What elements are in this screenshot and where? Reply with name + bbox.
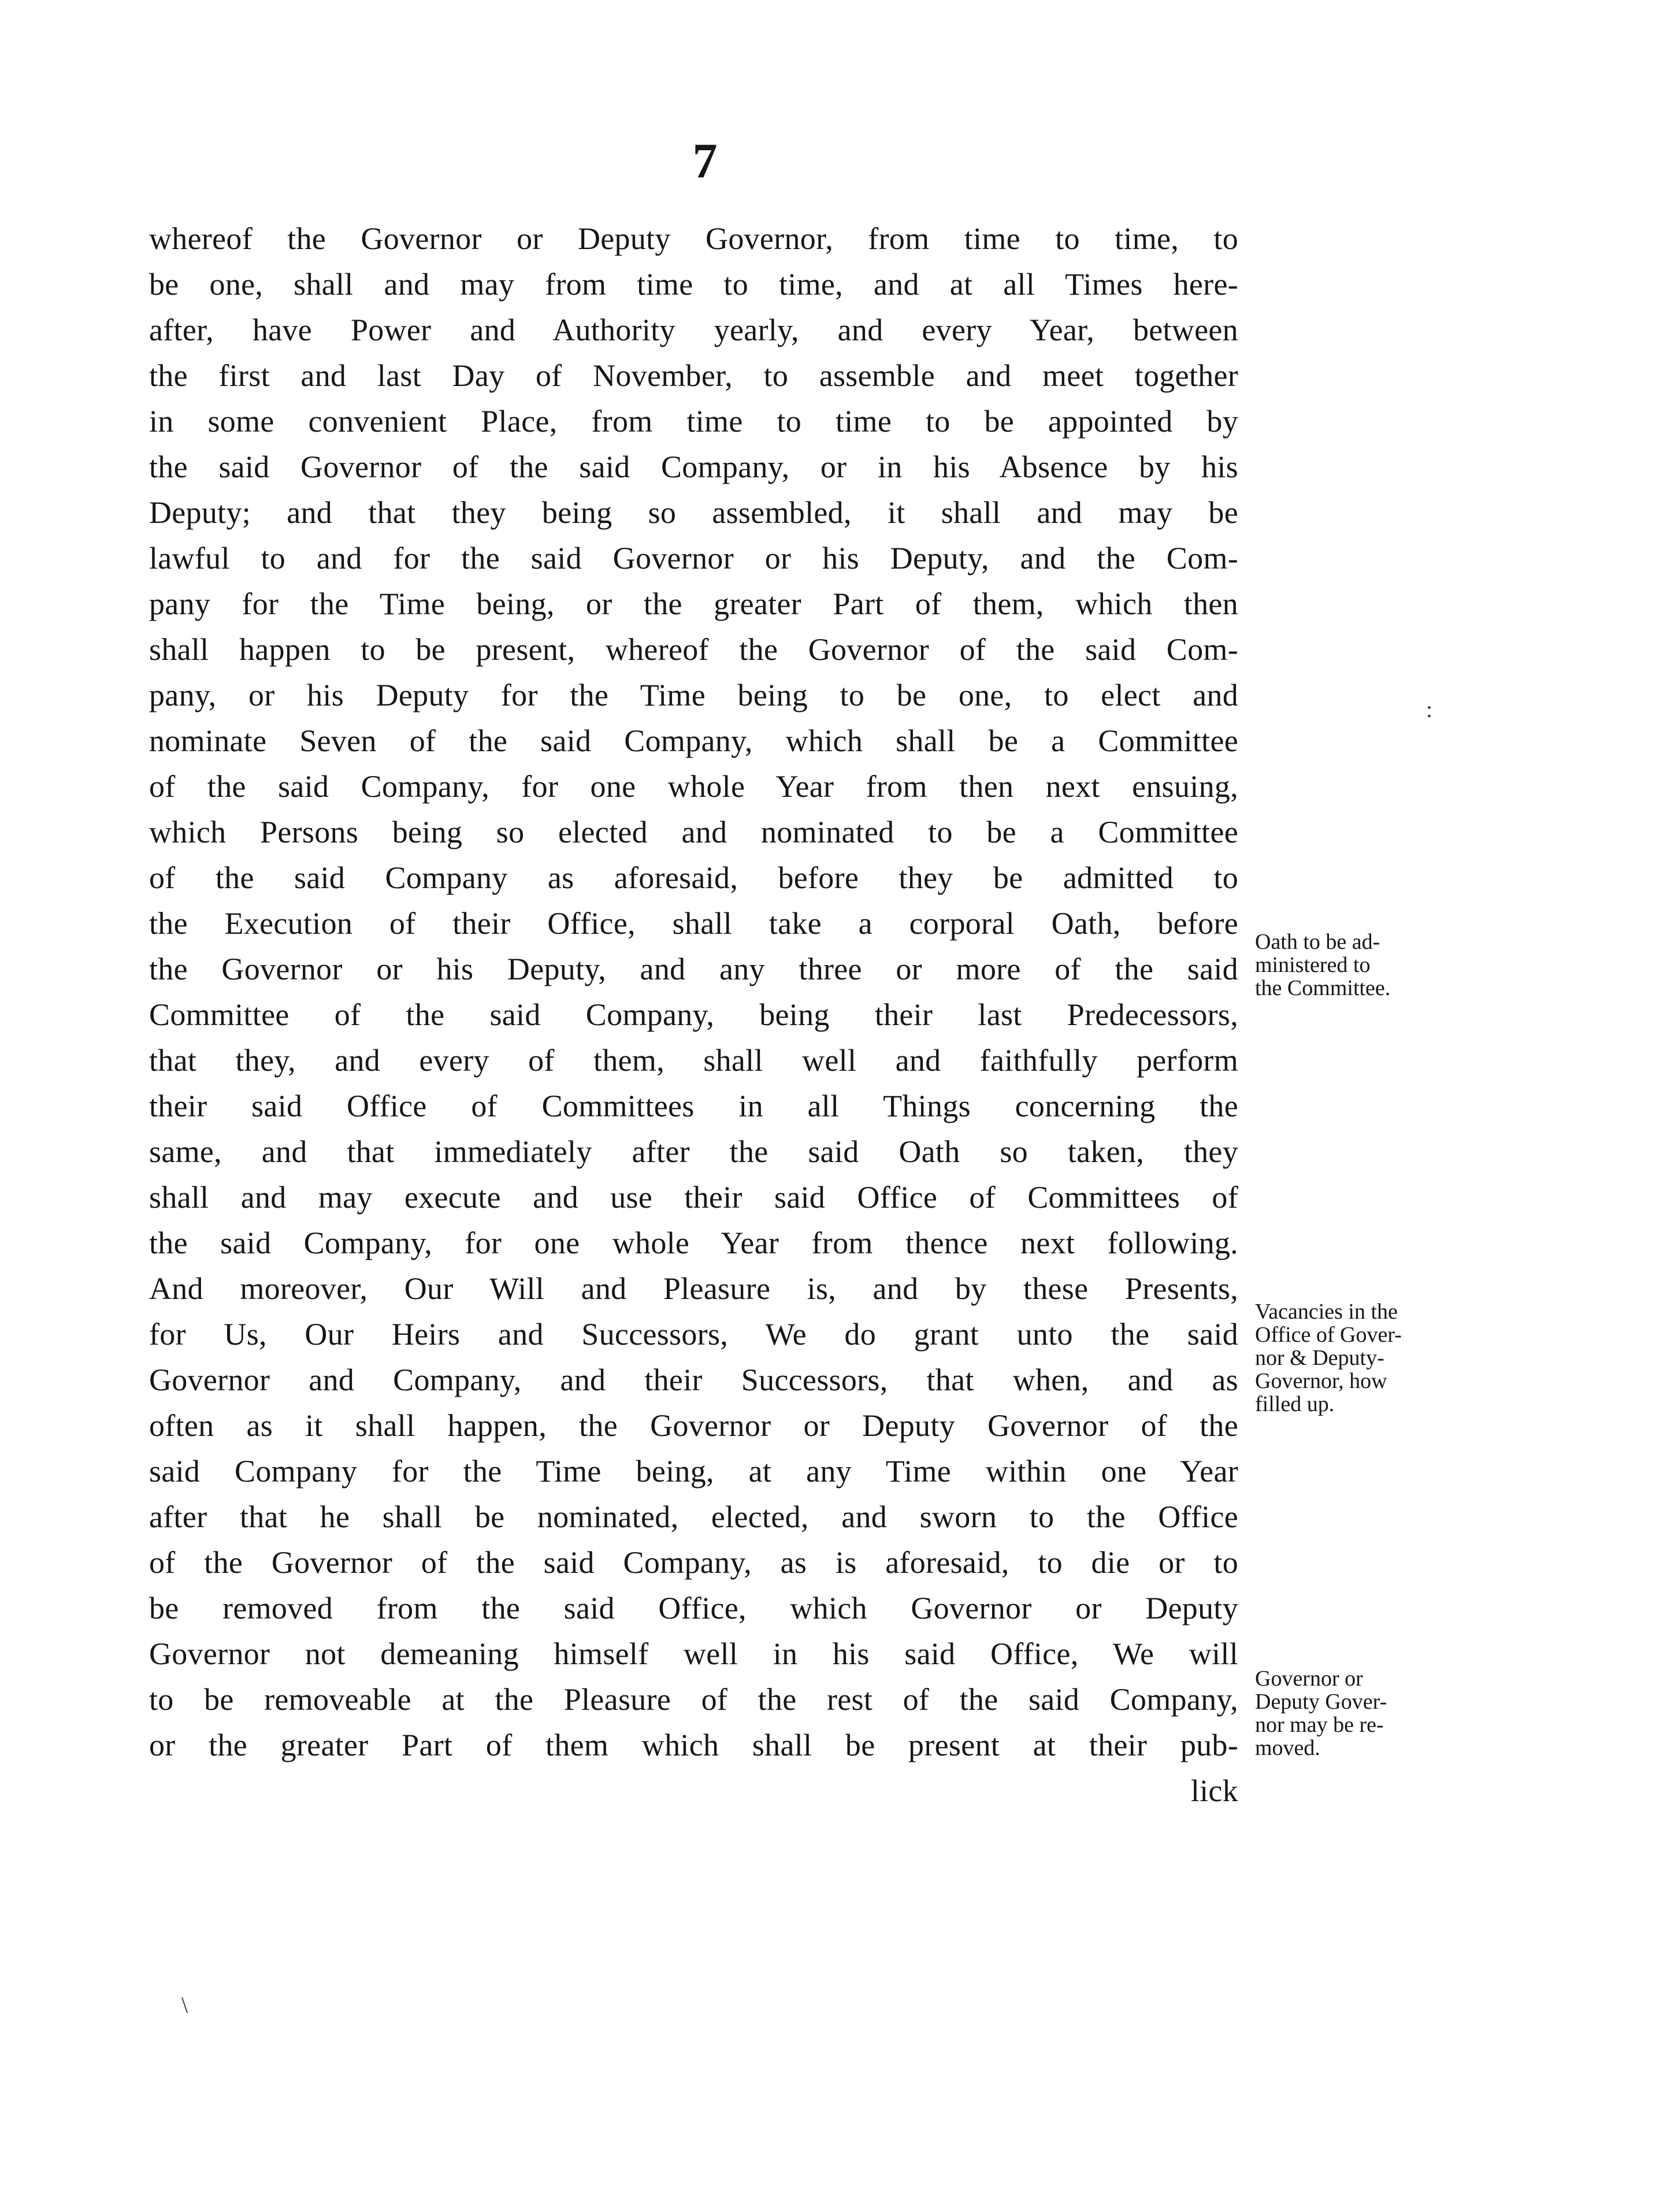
body-text [149,216,1238,1814]
text-line: of the said Company, for one whole Year from then next ensuing, [149,769,1238,804]
text-line: pany, or his Deputy for the Time being to be one, to elect and [149,678,1238,712]
text-line: the Governor or his Deputy, and any three or more of the said [149,952,1238,986]
margin-note-line: the Committee. [1255,976,1391,1000]
text-line: lawful to and for the said Governor or his Deputy, and the Com- [149,541,1238,576]
text-line: or the greater Part of them which shall be present at their pub- [149,1728,1238,1762]
margin-note-line: ministered to [1255,953,1371,977]
text-line: whereof the Governor or Deputy Governor, from time to time, to [149,221,1238,256]
text-line: that they, and every of them, shall well and faithfully perform [149,1043,1238,1078]
text-line: be one, shall and may from time to time, and at all Times here- [149,267,1238,302]
text-line: shall and may execute and use their said Office of Committees of [149,1180,1238,1215]
text-line: of the said Company as aforesaid, before they be admitted to [149,860,1238,895]
text-line: the said Governor of the said Company, or in his Absence by his [149,450,1238,484]
ink-speck: : [1426,696,1433,722]
margin-note-line: moved. [1255,1736,1320,1760]
margin-note-line: nor may be re- [1255,1713,1384,1737]
margin-note-line: Oath to be ad- [1255,930,1380,954]
margin-note-removal [1255,1667,1428,1760]
text-line: said Company for the Time being, at any Time within one Year [149,1454,1238,1489]
margin-note-line: Deputy Gover- [1255,1690,1387,1714]
text-line: of the Governor of the said Company, as is aforesaid, to die or to [149,1545,1238,1580]
margin-note-line: Governor or [1255,1667,1363,1691]
text-line: to be removeable at the Pleasure of the rest of the said Company, [149,1682,1238,1717]
text-line: shall happen to be present, whereof the Governor of the said Com- [149,632,1238,667]
margin-note-line: Office of Gover- [1255,1323,1402,1347]
catchword: lick [1190,1773,1238,1808]
margin-note-line: Vacancies in the [1255,1300,1398,1324]
margin-note-line: Governor, how [1255,1369,1387,1393]
text-line: Deputy; and that they being so assembled, it shall and may be [149,495,1238,530]
text-line: after that he shall be nominated, elected, and sworn to the Office [149,1500,1238,1534]
margin-note-vacancies [1255,1300,1428,1416]
text-line: for Us, Our Heirs and Successors, We do grant unto the said [149,1317,1238,1352]
margin-note-line: nor & Deputy- [1255,1346,1384,1370]
text-line: And moreover, Our Will and Pleasure is, and by these Presents, [149,1271,1238,1306]
text-line: Governor and Company, and their Successors, that when, and as [149,1363,1238,1397]
page-number: 7 [692,133,718,188]
text-line: the said Company, for one whole Year from thence next following. [149,1226,1238,1260]
text-line: the first and last Day of November, to assemble and meet together [149,358,1238,393]
text-line: be removed from the said Office, which Governor or Deputy [149,1591,1238,1625]
text-line: nominate Seven of the said Company, which shall be a Committee [149,723,1238,758]
text-line: their said Office of Committees in all Things concerning the [149,1089,1238,1123]
text-line: Governor not demeaning himself well in his said Office, We will [149,1636,1238,1671]
ink-speck: \ [181,1992,188,2018]
text-line: same, and that immediately after the said Oath so taken, they [149,1134,1238,1169]
margin-note-line: filled up. [1255,1392,1335,1416]
text-line: the Execution of their Office, shall take a corporal Oath, before [149,906,1238,941]
text-line: pany for the Time being, or the greater Part of them, which then [149,587,1238,621]
text-line: often as it shall happen, the Governor or Deputy Governor of the [149,1408,1238,1443]
text-line: Committee of the said Company, being their last Predecessors, [149,997,1238,1032]
text-line: in some convenient Place, from time to time to be appointed by [149,404,1238,439]
margin-note-oath [1255,930,1428,1000]
text-line: after, have Power and Authority yearly, and every Year, between [149,313,1238,347]
text-line: which Persons being so elected and nominated to be a Committee [149,815,1238,849]
